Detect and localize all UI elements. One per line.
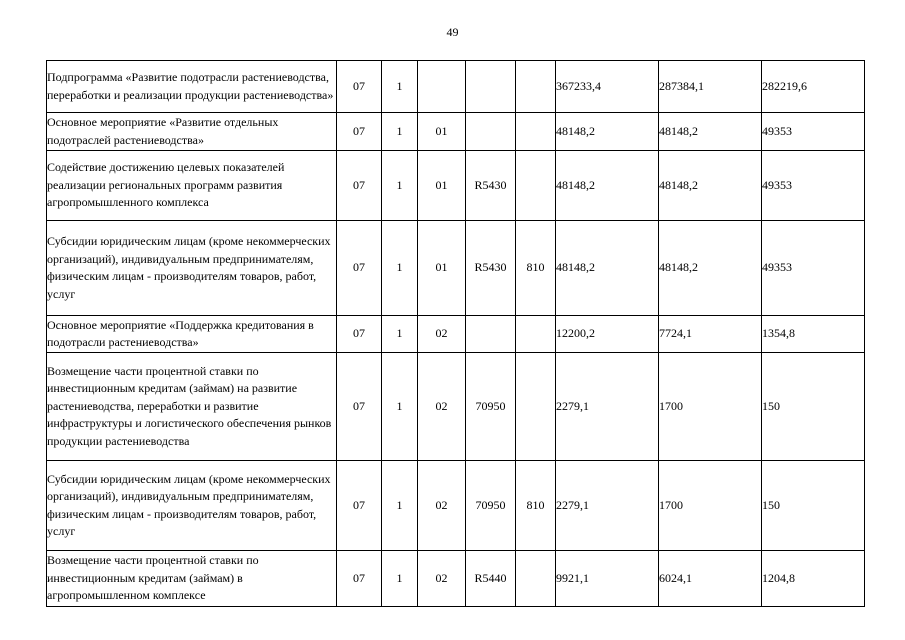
cell-value-1: 9921,1 <box>556 551 659 607</box>
cell-code-1: 07 <box>337 461 382 551</box>
cell-value-2: 7724,1 <box>659 316 762 353</box>
cell-code-5: 810 <box>516 221 556 316</box>
cell-code-1: 07 <box>337 551 382 607</box>
cell-code-2: 1 <box>382 551 418 607</box>
row-name: Основное мероприятие «Развитие отдельных подотраслей растениеводства» <box>47 113 337 151</box>
cell-value-2: 6024,1 <box>659 551 762 607</box>
cell-value-1: 48148,2 <box>556 113 659 151</box>
cell-code-4: R5430 <box>466 221 516 316</box>
cell-code-2: 1 <box>382 61 418 113</box>
cell-code-2: 1 <box>382 461 418 551</box>
cell-value-1: 367233,4 <box>556 61 659 113</box>
cell-code-5 <box>516 113 556 151</box>
cell-value-1: 48148,2 <box>556 221 659 316</box>
row-name: Основное мероприятие «Поддержка кредитования в подотрасли растениеводства» <box>47 316 337 353</box>
cell-value-3: 49353 <box>762 221 865 316</box>
cell-value-2: 1700 <box>659 461 762 551</box>
row-name: Подпрограмма «Развитие подотрасли растениеводства, переработки и реализации продукции растениеводства» <box>47 61 337 113</box>
cell-code-2: 1 <box>382 113 418 151</box>
cell-code-5 <box>516 61 556 113</box>
cell-code-4 <box>466 316 516 353</box>
cell-code-3: 02 <box>418 551 466 607</box>
row-name: Субсидии юридическим лицам (кроме некоммерческих организаций), индивидуальным предпринимателям, физическим лицам - производителям товаров, работ, услуг <box>47 221 337 316</box>
cell-code-4: 70950 <box>466 461 516 551</box>
cell-code-4: R5430 <box>466 151 516 221</box>
cell-value-2: 48148,2 <box>659 151 762 221</box>
cell-code-3: 02 <box>418 353 466 461</box>
page-number: 49 <box>446 25 459 39</box>
cell-code-5: 810 <box>516 461 556 551</box>
cell-code-2: 1 <box>382 221 418 316</box>
cell-code-5 <box>516 353 556 461</box>
cell-value-3: 150 <box>762 353 865 461</box>
cell-code-5 <box>516 151 556 221</box>
row-name: Возмещение части процентной ставки по инвестиционным кредитам (займам) на развитие растениеводства, переработки и развитие инфраструктуры и логистического обеспечения рынков продукции растениеводства <box>47 353 337 461</box>
cell-value-1: 2279,1 <box>556 353 659 461</box>
cell-code-1: 07 <box>337 221 382 316</box>
row-name: Содействие достижению целевых показателей реализации региональных программ развития агропромышленного комплекса <box>47 151 337 221</box>
cell-code-3: 01 <box>418 151 466 221</box>
budget-table <box>46 60 865 607</box>
cell-code-3: 02 <box>418 316 466 353</box>
table-row <box>47 461 865 551</box>
table-row <box>47 113 865 151</box>
cell-value-3: 1354,8 <box>762 316 865 353</box>
table-row <box>47 151 865 221</box>
table-row <box>47 353 865 461</box>
cell-code-4 <box>466 61 516 113</box>
cell-code-1: 07 <box>337 316 382 353</box>
cell-value-1: 48148,2 <box>556 151 659 221</box>
cell-code-3: 01 <box>418 113 466 151</box>
cell-code-5 <box>516 316 556 353</box>
cell-code-1: 07 <box>337 113 382 151</box>
cell-code-2: 1 <box>382 151 418 221</box>
row-name: Субсидии юридическим лицам (кроме некоммерческих организаций), индивидуальным предпринимателям, физическим лицам - производителям товаров, работ, услуг <box>47 461 337 551</box>
cell-code-2: 1 <box>382 353 418 461</box>
cell-code-4: R5440 <box>466 551 516 607</box>
cell-value-3: 282219,6 <box>762 61 865 113</box>
cell-value-3: 1204,8 <box>762 551 865 607</box>
cell-value-3: 49353 <box>762 113 865 151</box>
cell-code-4 <box>466 113 516 151</box>
cell-code-3: 02 <box>418 461 466 551</box>
cell-code-1: 07 <box>337 61 382 113</box>
cell-value-2: 48148,2 <box>659 113 762 151</box>
cell-value-2: 48148,2 <box>659 221 762 316</box>
cell-code-2: 1 <box>382 316 418 353</box>
cell-value-3: 150 <box>762 461 865 551</box>
cell-code-1: 07 <box>337 151 382 221</box>
table-row <box>47 61 865 113</box>
cell-code-3 <box>418 61 466 113</box>
table-row <box>47 551 865 607</box>
cell-value-2: 1700 <box>659 353 762 461</box>
cell-value-1: 2279,1 <box>556 461 659 551</box>
cell-code-5 <box>516 551 556 607</box>
cell-code-1: 07 <box>337 353 382 461</box>
cell-code-3: 01 <box>418 221 466 316</box>
cell-value-2: 287384,1 <box>659 61 762 113</box>
table-row <box>47 316 865 353</box>
row-name: Возмещение части процентной ставки по инвестиционным кредитам (займам) в агропромышленном комплексе <box>47 551 337 607</box>
cell-code-4: 70950 <box>466 353 516 461</box>
cell-value-1: 12200,2 <box>556 316 659 353</box>
cell-value-3: 49353 <box>762 151 865 221</box>
table-row <box>47 221 865 316</box>
